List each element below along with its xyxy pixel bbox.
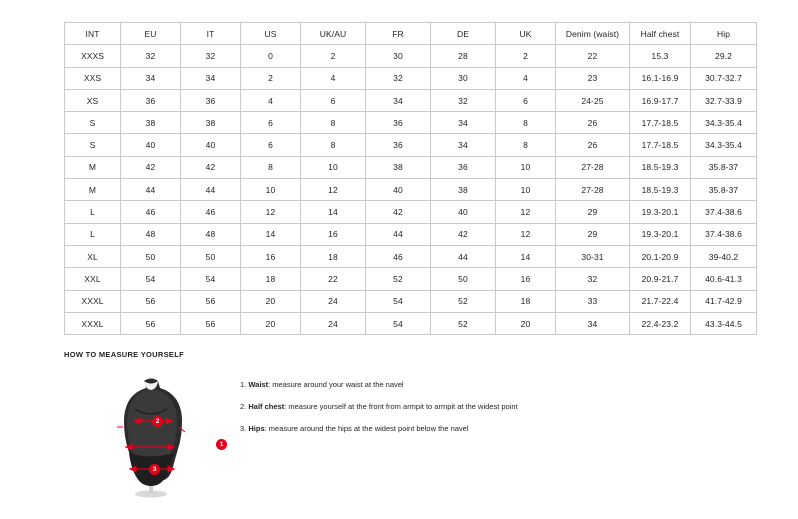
table-cell: 56 (181, 290, 241, 312)
table-cell: 4 (241, 89, 301, 111)
measure-note-number: 2. (240, 402, 247, 411)
table-cell: 34 (181, 67, 241, 89)
measure-note (240, 423, 760, 435)
table-header-cell: Half chest (630, 23, 691, 45)
table-header-cell: DE (431, 23, 496, 45)
table-cell: 52 (431, 312, 496, 334)
table-cell-size-label: XXXS (65, 45, 121, 67)
table-cell: 23 (556, 67, 630, 89)
table-row (65, 45, 757, 67)
table-cell: 42 (366, 201, 431, 223)
table-cell: 29 (556, 201, 630, 223)
table-cell-size-label: S (65, 112, 121, 134)
table-row (65, 134, 757, 156)
table-row (65, 201, 757, 223)
measure-note-number: 1. (240, 380, 247, 389)
table-cell: 16 (301, 223, 366, 245)
table-cell: 32.7-33.9 (691, 89, 757, 111)
table-cell: 12 (496, 201, 556, 223)
table-cell: 35.8-37 (691, 179, 757, 201)
table-cell: 20.1-20.9 (630, 245, 691, 267)
table-header-cell: FR (366, 23, 431, 45)
table-cell: 16.9-17.7 (630, 89, 691, 111)
table-row (65, 312, 757, 334)
table-cell: 27-28 (556, 156, 630, 178)
table-cell: 6 (496, 89, 556, 111)
measure-badge-1: 1 (216, 439, 227, 450)
measure-note-number: 3. (240, 424, 247, 433)
table-cell: 24 (301, 312, 366, 334)
table-cell: 20 (241, 290, 301, 312)
mannequin-figure (86, 375, 216, 500)
table-cell: 18 (241, 268, 301, 290)
table-cell: 14 (241, 223, 301, 245)
table-cell: 10 (301, 156, 366, 178)
table-cell: 17.7-18.5 (630, 112, 691, 134)
measure-note-text: : measure yourself at the front from armpit to armpit at the widest point (284, 402, 518, 411)
table-cell: 19.3-20.1 (630, 201, 691, 223)
table-cell: 36 (431, 156, 496, 178)
measure-notes (240, 379, 760, 445)
table-cell: 54 (366, 312, 431, 334)
table-cell: 19.3-20.1 (630, 223, 691, 245)
table-cell: 30 (366, 45, 431, 67)
table-cell: 15.3 (630, 45, 691, 67)
table-cell-size-label: XXL (65, 268, 121, 290)
table-cell: 8 (496, 134, 556, 156)
table-cell: 2 (301, 45, 366, 67)
table-cell-size-label: L (65, 201, 121, 223)
table-header (65, 23, 757, 45)
measure-note (240, 401, 760, 413)
table-cell: 50 (431, 268, 496, 290)
table-cell: 10 (496, 156, 556, 178)
table-cell: 6 (241, 112, 301, 134)
table-row (65, 268, 757, 290)
table-cell: 26 (556, 112, 630, 134)
table-cell: 20 (241, 312, 301, 334)
table-cell: 33 (556, 290, 630, 312)
size-conversion-table (64, 22, 757, 335)
table-cell: 8 (241, 156, 301, 178)
table-cell: 50 (121, 245, 181, 267)
table-cell-size-label: M (65, 156, 121, 178)
table-cell-size-label: XXXL (65, 312, 121, 334)
table-header-cell: INT (65, 23, 121, 45)
table-cell: 32 (181, 45, 241, 67)
table-cell-size-label: XXXL (65, 290, 121, 312)
table-row (65, 245, 757, 267)
table-cell: 48 (181, 223, 241, 245)
measure-note (240, 379, 760, 391)
table-cell-size-label: XL (65, 245, 121, 267)
table-cell: 37.4-38.6 (691, 223, 757, 245)
table-cell: 30.7-32.7 (691, 67, 757, 89)
size-table-container (64, 22, 742, 335)
table-header-cell: Denim (waist) (556, 23, 630, 45)
table-cell: 39-40.2 (691, 245, 757, 267)
table-cell: 18 (496, 290, 556, 312)
table-cell: 36 (121, 89, 181, 111)
table-cell: 17.7-18.5 (630, 134, 691, 156)
table-cell: 12 (241, 201, 301, 223)
table-cell: 10 (241, 179, 301, 201)
table-cell: 34 (556, 312, 630, 334)
table-row (65, 290, 757, 312)
table-cell: 8 (301, 112, 366, 134)
table-cell: 4 (301, 67, 366, 89)
table-cell: 41.7-42.9 (691, 290, 757, 312)
table-cell: 28 (431, 45, 496, 67)
table-cell: 34 (366, 89, 431, 111)
table-cell: 10 (496, 179, 556, 201)
table-cell: 40 (121, 134, 181, 156)
table-cell: 40.6-41.3 (691, 268, 757, 290)
table-row (65, 89, 757, 111)
table-cell: 6 (241, 134, 301, 156)
table-cell: 34 (121, 67, 181, 89)
table-cell: 20 (496, 312, 556, 334)
table-cell: 56 (121, 312, 181, 334)
table-cell: 34 (431, 134, 496, 156)
table-cell: 46 (181, 201, 241, 223)
table-cell: 44 (121, 179, 181, 201)
table-cell: 54 (366, 290, 431, 312)
table-cell: 12 (301, 179, 366, 201)
table-cell: 34.3-35.4 (691, 134, 757, 156)
table-cell: 32 (431, 89, 496, 111)
table-cell: 16 (496, 268, 556, 290)
how-to-measure-title: HOW TO MEASURE YOURSELF (64, 350, 184, 359)
table-row (65, 112, 757, 134)
table-cell: 29.2 (691, 45, 757, 67)
table-cell: 32 (121, 45, 181, 67)
table-cell: 43.3-44.5 (691, 312, 757, 334)
table-cell: 44 (181, 179, 241, 201)
measure-badge-3: 3 (149, 464, 160, 475)
table-cell: 38 (181, 112, 241, 134)
table-cell: 34 (431, 112, 496, 134)
table-cell: 46 (121, 201, 181, 223)
table-cell: 40 (181, 134, 241, 156)
table-cell-size-label: XXS (65, 67, 121, 89)
table-header-cell: EU (121, 23, 181, 45)
table-cell: 24-25 (556, 89, 630, 111)
table-cell: 42 (431, 223, 496, 245)
table-cell: 29 (556, 223, 630, 245)
table-cell-size-label: XS (65, 89, 121, 111)
table-cell: 34.3-35.4 (691, 112, 757, 134)
table-cell: 16 (241, 245, 301, 267)
how-to-measure-section (64, 350, 764, 473)
table-cell: 54 (121, 268, 181, 290)
table-cell: 21.7-22.4 (630, 290, 691, 312)
table-cell: 37.4-38.6 (691, 201, 757, 223)
table-cell: 40 (431, 201, 496, 223)
table-cell: 22 (301, 268, 366, 290)
table-cell: 32 (556, 268, 630, 290)
table-cell: 14 (301, 201, 366, 223)
table-body (65, 45, 757, 335)
table-cell: 36 (181, 89, 241, 111)
table-cell: 50 (181, 245, 241, 267)
table-cell: 0 (241, 45, 301, 67)
table-cell: 26 (556, 134, 630, 156)
table-header-cell: Hip (691, 23, 757, 45)
table-cell: 36 (366, 112, 431, 134)
table-cell: 56 (121, 290, 181, 312)
table-cell: 24 (301, 290, 366, 312)
table-cell: 35.8-37 (691, 156, 757, 178)
table-cell: 36 (366, 134, 431, 156)
table-cell: 52 (431, 290, 496, 312)
table-cell-size-label: M (65, 179, 121, 201)
table-cell: 38 (121, 112, 181, 134)
table-cell: 42 (121, 156, 181, 178)
table-cell: 30 (431, 67, 496, 89)
measure-note-text: : measure around the hips at the widest point below the navel (264, 424, 469, 433)
table-cell-size-label: S (65, 134, 121, 156)
table-cell: 56 (181, 312, 241, 334)
table-cell: 48 (121, 223, 181, 245)
table-cell: 8 (301, 134, 366, 156)
table-cell: 12 (496, 223, 556, 245)
table-cell: 44 (431, 245, 496, 267)
table-cell: 22 (556, 45, 630, 67)
table-cell: 42 (181, 156, 241, 178)
table-cell: 38 (431, 179, 496, 201)
table-cell: 54 (181, 268, 241, 290)
measure-note-term: Half chest (248, 402, 285, 411)
table-cell: 46 (366, 245, 431, 267)
table-cell: 27-28 (556, 179, 630, 201)
table-header-row (65, 23, 757, 45)
table-cell: 4 (496, 67, 556, 89)
table-header-cell: UK (496, 23, 556, 45)
table-header-cell: UK/AU (301, 23, 366, 45)
measure-note-term: Waist (248, 380, 269, 389)
table-cell: 20.9-21.7 (630, 268, 691, 290)
table-cell: 32 (366, 67, 431, 89)
table-cell: 14 (496, 245, 556, 267)
table-cell: 38 (366, 156, 431, 178)
table-cell: 18.5-19.3 (630, 179, 691, 201)
table-header-cell: IT (181, 23, 241, 45)
table-cell: 18.5-19.3 (630, 156, 691, 178)
measure-note-term: Hips (248, 424, 265, 433)
table-cell: 8 (496, 112, 556, 134)
table-row (65, 156, 757, 178)
table-header-cell: US (241, 23, 301, 45)
measure-badge-2: 2 (152, 416, 163, 427)
table-cell: 44 (366, 223, 431, 245)
table-row (65, 223, 757, 245)
table-cell: 30-31 (556, 245, 630, 267)
table-cell: 16.1-16.9 (630, 67, 691, 89)
table-cell: 2 (496, 45, 556, 67)
table-cell-size-label: L (65, 223, 121, 245)
table-row (65, 67, 757, 89)
table-cell: 2 (241, 67, 301, 89)
table-row (65, 179, 757, 201)
table-cell: 6 (301, 89, 366, 111)
table-cell: 18 (301, 245, 366, 267)
measure-note-text: : measure around your waist at the navel (268, 380, 404, 389)
table-cell: 52 (366, 268, 431, 290)
table-cell: 40 (366, 179, 431, 201)
table-cell: 22.4-23.2 (630, 312, 691, 334)
